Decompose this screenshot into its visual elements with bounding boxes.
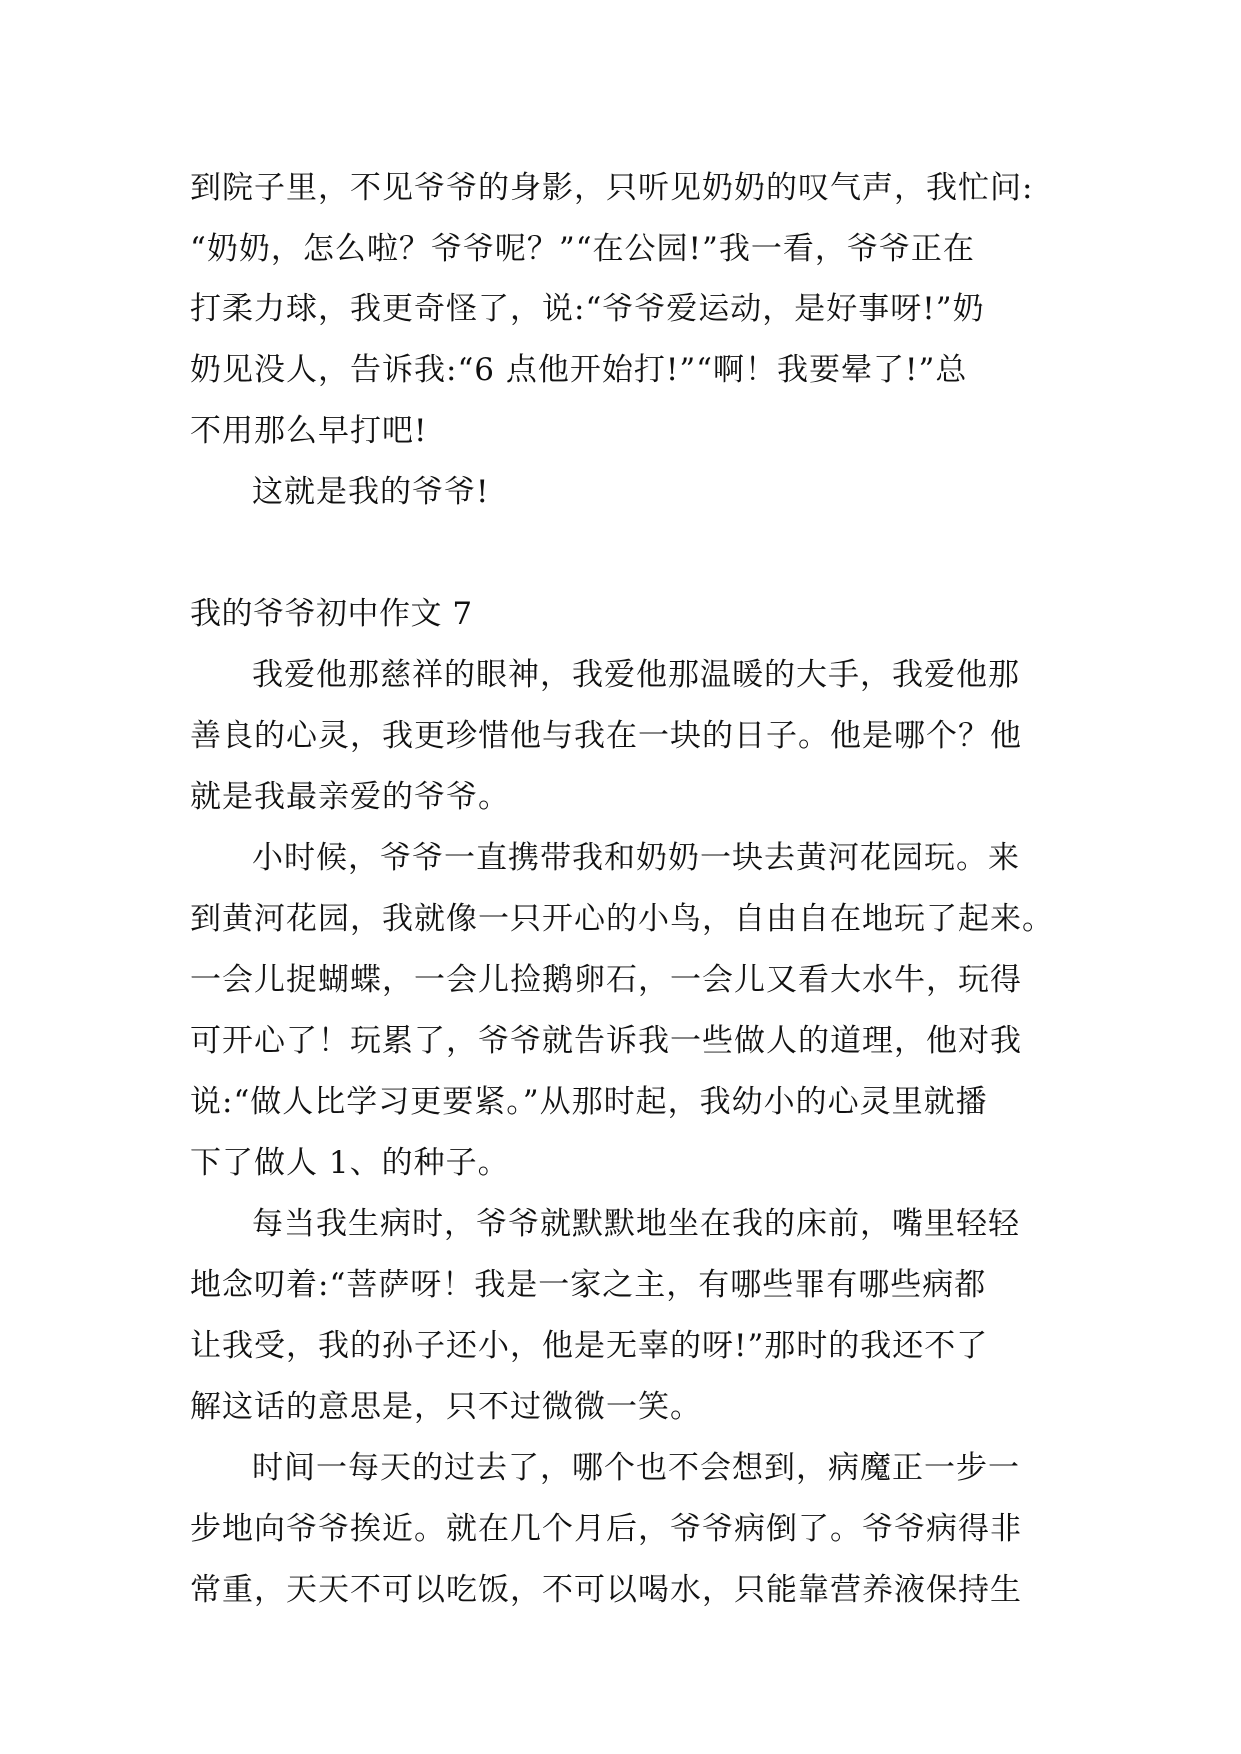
- text-line: 不用那么早打吧!: [190, 413, 428, 449]
- section-heading: 我的爷爷初中作文 7: [190, 596, 473, 632]
- text-line: 可开心了！玩累了，爷爷就告诉我一些做人的道理，他对我: [190, 1023, 1022, 1059]
- text-line: “奶奶，怎么啦？爷爷呢？”“在公园!”我一看，爷爷正在: [190, 231, 975, 267]
- text-line: 解这话的意思是，只不过微微一笑。: [190, 1389, 702, 1425]
- text-line: 地念叨着:“菩萨呀！我是一家之主，有哪些罪有哪些病都: [190, 1267, 987, 1303]
- text-line: 我爱他那慈祥的眼神，我爱他那温暖的大手，我爱他那: [252, 657, 1020, 693]
- text-line: 到院子里，不见爷爷的身影，只听见奶奶的叹气声，我忙问:: [190, 170, 1034, 206]
- text-line: 到黄河花园，我就像一只开心的小鸟，自由自在地玩了起来。: [190, 901, 1054, 937]
- text-line: 下了做人 1、的种子。: [190, 1145, 510, 1181]
- text-line: 善良的心灵，我更珍惜他与我在一块的日子。他是哪个？他: [190, 718, 1022, 754]
- text-line: 奶见没人，告诉我:“6 点他开始打!”“啊！我要晕了!”总: [190, 352, 968, 388]
- text-line: 就是我最亲爱的爷爷。: [190, 779, 510, 815]
- text-line: 每当我生病时，爷爷就默默地坐在我的床前，嘴里轻轻: [252, 1206, 1020, 1242]
- text-line: 一会儿捉蝴蝶，一会儿捡鹅卵石，一会儿又看大水牛，玩得: [190, 962, 1022, 998]
- text-line: 让我受，我的孙子还小，他是无辜的呀!”那时的我还不了: [190, 1328, 989, 1364]
- text-line: 说:“做人比学习更要紧。”从那时起，我幼小的心灵里就播: [190, 1084, 988, 1120]
- text-line: 打柔力球，我更奇怪了，说:“爷爷爱运动，是好事呀!”奶: [190, 291, 985, 327]
- text-line: 小时候，爷爷一直携带我和奶奶一块去黄河花园玩。来: [252, 840, 1020, 876]
- text-line: 步地向爷爷挨近。就在几个月后，爷爷病倒了。爷爷病得非: [190, 1511, 1022, 1547]
- text-line: 常重，天天不可以吃饭，不可以喝水，只能靠营养液保持生: [190, 1572, 1022, 1608]
- text-line: 时间一每天的过去了，哪个也不会想到，病魔正一步一: [252, 1450, 1020, 1486]
- text-line: 这就是我的爷爷!: [252, 474, 490, 510]
